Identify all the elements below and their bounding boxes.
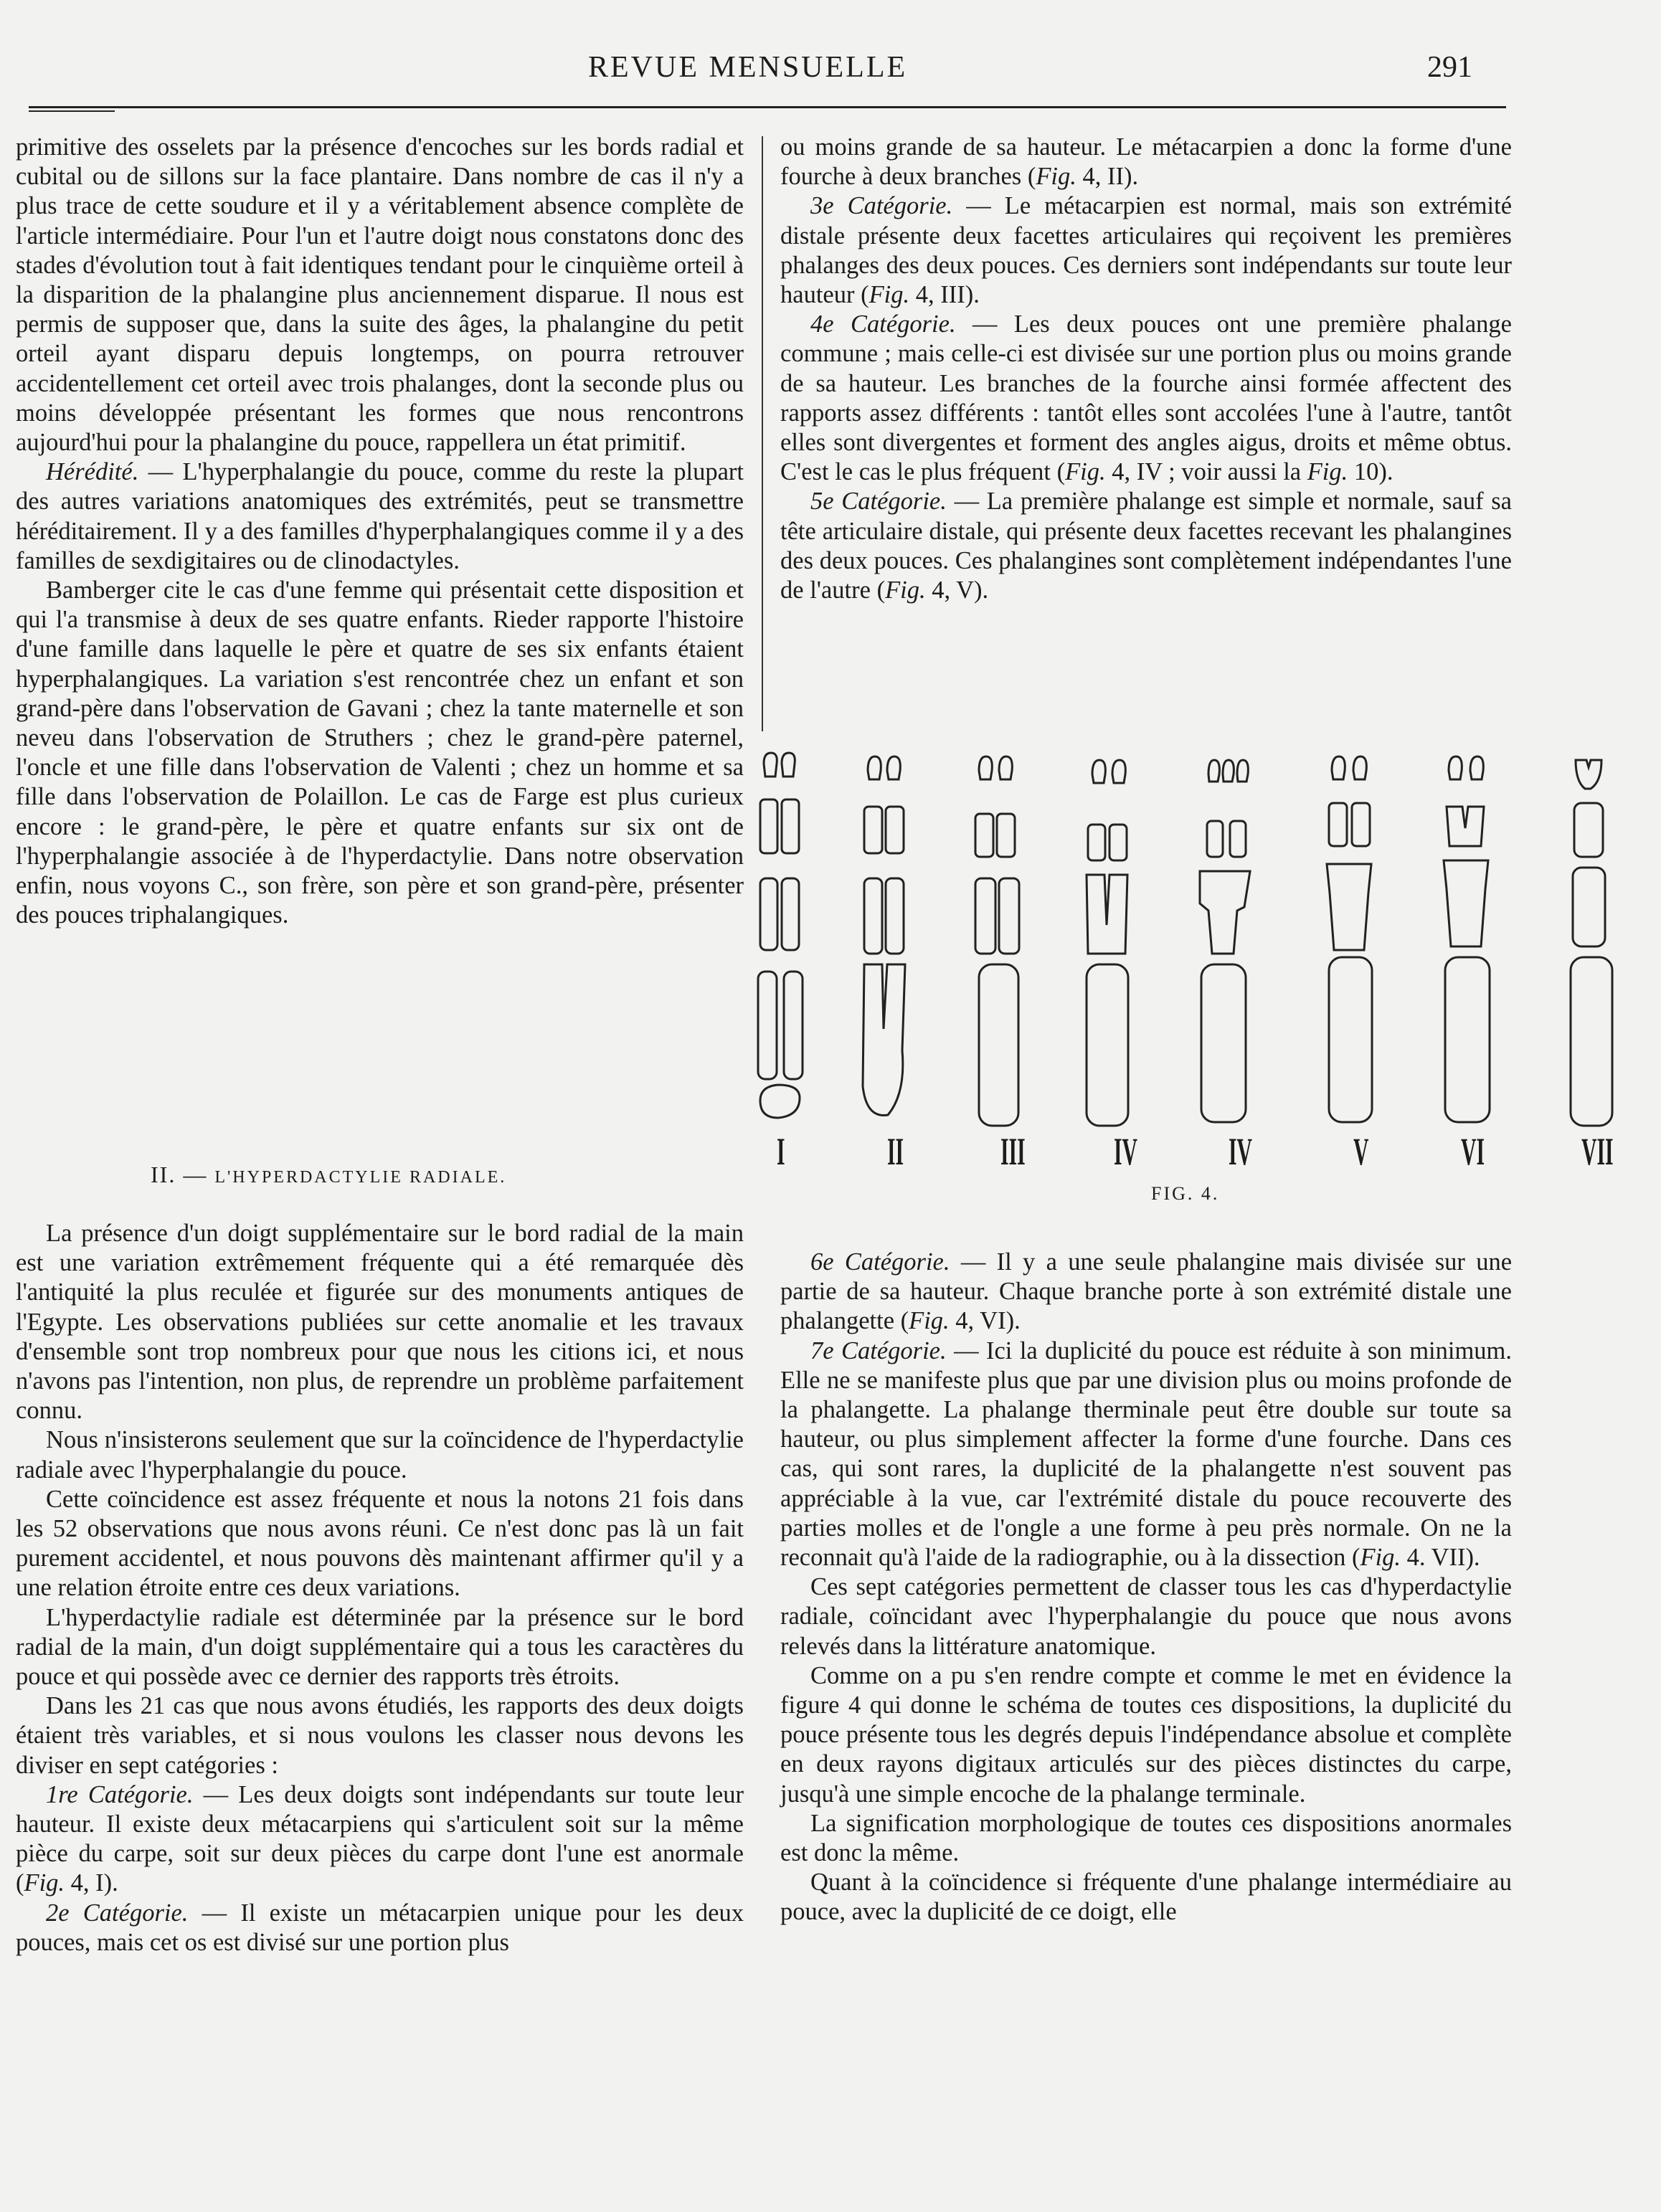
page-number: 291: [1427, 51, 1472, 84]
diagram-IV-b: [1200, 760, 1250, 1122]
diagram-VII: [1571, 760, 1612, 1126]
paragraph: Dans les 21 cas que nous avons étudiés, les rapports des deux doigts étaient très variables, et si nous voulons les classer nous devons les diviser en sept catégories :: [16, 1692, 744, 1779]
diagram-III: [975, 756, 1019, 1126]
paragraph-category-6: 6e Catégorie. — Il y a une seule phalangine mais divisée sur une partie de sa hauteur. Chaque branche porte à son extrémité distale une phalangette (Fig. 4, VI).: [780, 1248, 1513, 1335]
figure-label: VII: [1581, 1130, 1614, 1173]
figure-label: I: [777, 1130, 785, 1173]
figure-label: IV: [1229, 1130, 1253, 1173]
left-column-top: [16, 133, 744, 930]
figure-4: [749, 749, 1660, 1208]
paragraph: ou moins grande de sa hauteur. Le métacarpien a donc la forme d'une fourche à deux branches (Fig. 4, II).: [780, 133, 1512, 191]
figure-label: V: [1353, 1130, 1369, 1173]
header-rule-short: [29, 110, 115, 112]
diagram-VI: [1444, 756, 1490, 1122]
paragraph: La signification morphologique de toutes ces dispositions anormales est donc la même.: [780, 1809, 1512, 1867]
figure-label: III: [1000, 1130, 1026, 1173]
paragraph: L'hyperdactylie radiale est déterminée par la présence sur le bord radial de la main, d'un doigt supplémentaire qui a tous les caractères du pouce et qui possède avec ce dernier des rapports très étroits.: [16, 1603, 744, 1691]
right-column-bottom: [780, 1248, 1512, 1927]
paragraph: Nous n'insisterons seulement que sur la coïncidence de l'hyperdactylie radiale avec l'hyperphalangie du pouce.: [16, 1426, 744, 1484]
running-head: [0, 44, 1661, 87]
thumb-bone-diagrams: [749, 749, 1660, 1129]
figure-label: IV: [1114, 1130, 1138, 1173]
paragraph-category-2: 2e Catégorie. — Il existe un métacarpien unique pour les deux pouces, mais cet os est divisé sur une portion plus: [16, 1899, 744, 1956]
paragraph-category-3: 3e Catégorie. — Le métacarpien est normal, mais son extrémité distale présente deux facettes articulaires qui reçoivent les premières phalanges des deux pouces. Ces derniers sont indépendants sur toute leur hauteur (Fig. 4, III).: [780, 192, 1513, 309]
column-divider: [762, 136, 763, 731]
run-in-heading: Hérédité.: [46, 458, 139, 486]
paragraph: Cette coïncidence est assez fréquente et nous la notons 21 fois dans les 52 observations que nous avons réuni. Ce n'est donc pas là un fait purement accidentel, et nous pouvons dès maintenant affirmer qu'il y a une relation étroite entre ces deux variations.: [16, 1485, 744, 1602]
paragraph: primitive des osselets par la présence d'encoches sur les bords radial et cubital ou de sillons sur la face plantaire. Dans nombre de cas il n'y a plus trace de cette soudure et il y a véritablement absence complète de l'article intermédiaire. Pour l'un et l'autre doigt nous constatons donc des stades d'évolution tout à fait identiques tendant pour le cinquième orteil à la disparition de la phalangine plus anciennement disparue. Il nous est permis de supposer que, dans la suite des âges, la phalangine du petit orteil ayant disparu depuis longtemps, on pourra retrouver accidentellement cet orteil avec trois phalanges, dont la seconde plus ou moins développée présentant les formes que nous rencontrons aujourd'hui pour la phalangine du pouce, rappellera un état primitif.: [16, 133, 744, 457]
running-title: REVUE MENSUELLE: [588, 51, 908, 84]
left-column-bottom: [16, 1219, 744, 1957]
section-number: II. —: [151, 1162, 208, 1187]
paragraph-heredite: Hérédité. — L'hyperphalangie du pouce, comme du reste la plupart des autres variations anatomiques des extrémités, peut se transmettre héréditairement. Il y a des familles d'hyperphalangiques comme il y a des familles de sexdigitaires ou de clinodactyles.: [16, 458, 744, 574]
section-title: L'HYPERDACTYLIE RADIALE.: [214, 1168, 507, 1187]
figure-label: VI: [1461, 1130, 1485, 1173]
diagram-IV-a: [1087, 760, 1128, 1126]
paragraph: Comme on a pu s'en rendre compte et comme le met en évidence la figure 4 qui donne le schéma de toutes ces dispositions, la duplicité du pouce présente tous les degrés depuis l'indépendance absolue et complète en deux rayons digitaux articulés sur des pièces distinctes du carpe, jusqu'à une simple encoche de la phalange terminale.: [780, 1661, 1512, 1808]
header-rule: [29, 106, 1506, 108]
paragraph: La présence d'un doigt supplémentaire sur le bord radial de la main est une variation extrêmement fréquente qui a été remarquée dès l'antiquité la plus reculée et figurée sur des monuments antiques de l'Egypte. Les observations publiées sur cette anomalie et les travaux d'ensemble sont trop nombreux pour que nous les citions ici, et nous n'avons pas l'intention, non plus, de reprendre un problème parfaitement connu.: [16, 1220, 744, 1425]
right-column-top: [780, 133, 1512, 605]
paragraph-category-7: 7e Catégorie. — Ici la duplicité du pouce est réduite à son minimum. Elle ne se manifeste plus que par une division plus ou moins profonde de la phalangette. La phalange therminale peut être double sur toute sa hauteur, ou plus simplement affecter la forme d'une fourche. Dans ces cas, qui sont rares, la duplicité de la phalangette n'est souvent pas appréciable à la vue, car l'extrémité distale du pouce recouverte des parties molles et de l'ongle a une forme à peu près normale. On ne la reconnait qu'à l'aide de la radiographie, ou à la dissection (Fig. 4. VII).: [780, 1337, 1513, 1572]
paragraph: Ces sept catégories permettent de classer tous les cas d'hyperdactylie radiale, coïncidant avec l'hyperphalangie du pouce que nous avons relevés dans la littérature anatomique.: [780, 1573, 1512, 1660]
paragraph-category-5: 5e Catégorie. — La première phalange est simple et normale, sauf sa tête articulaire distale, qui présente deux facettes recevant les phalangines des deux pouces. Ces phalangines sont complètement indépendantes l'une de l'autre (Fig. 4, V).: [780, 488, 1512, 604]
figure-labels: [749, 1129, 1660, 1172]
diagram-V: [1327, 756, 1372, 1122]
paragraph-category-1: 1re Catégorie. — Les deux doigts sont indépendants sur toute leur hauteur. Il existe deux métacarpiens qui s'articulent soit sur la même pièce du carpe, soit sur deux pièces du carpe dont l'une est anormale (Fig. 4, I).: [16, 1780, 744, 1897]
paragraph-category-4: 4e Catégorie. — Les deux pouces ont une première phalange commune ; mais celle-ci est divisée sur une portion plus ou moins grande de sa hauteur. Les branches de la fourche ainsi formée affectent des rapports assez différents : tantôt elles sont accolées l'une à l'autre, tantôt elles sont divergentes et forment des angles aigus, droits et même obtus. C'est le cas le plus fréquent (Fig. 4, IV ; voir aussi la Fig. 10).: [780, 310, 1512, 486]
figure-caption: FIG. 4.: [1151, 1183, 1220, 1204]
diagram-II: [863, 756, 905, 1116]
paragraph: Bamberger cite le cas d'une femme qui présentait cette disposition et qui l'a transmise à deux de ses quatre enfants. Rieder rapporte l'histoire d'une famille dans laquelle le père et quatre de ses six enfants étaient hyperphalangiques. La variation s'est rencontrée chez un enfant et son grand-père dans l'observation de Gavani ; chez la tante maternelle et son neveu dans l'observation de Struthers ; chez le grand-père paternel, l'oncle et une fille dans l'observation de Valenti ; chez un homme et sa fille dans l'observation de Polaillon. Le cas de Farge est plus curieux encore : le grand-père, le père et quatre enfants sur six ont de l'hyperphalangie associée à de l'hyperdactylie. Dans notre observation enfin, nous voyons C., son frère, son père et son grand-père, présenter des pouces triphalangiques.: [16, 576, 744, 929]
diagram-I: [758, 753, 803, 1118]
figure-label: II: [887, 1130, 904, 1173]
paragraph: Quant à la coïncidence si fréquente d'une phalange intermédiaire au pouce, avec la duplicité de ce doigt, elle: [780, 1869, 1512, 1926]
section-heading: [151, 1162, 506, 1188]
